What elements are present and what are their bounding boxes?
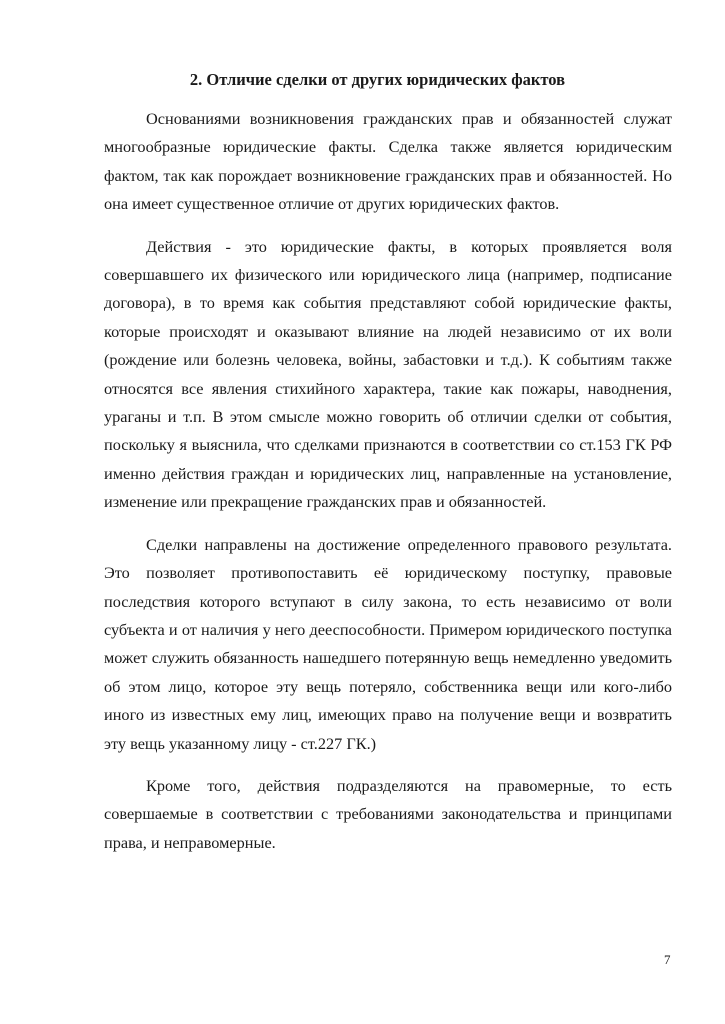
- paragraph: Кроме того, действия подразделяются на правомерные, то есть совершаемые в соответствии с требованиями законодательства и принципами права, и неправомерные.: [104, 775, 672, 852]
- page-number: 7: [664, 952, 671, 967]
- body-text: [104, 105, 672, 871]
- paragraph: Основаниями возникновения гражданских прав и обязанностей служат многообразные юридические факты. Сделка также является юридическим фактом, так как порождает возникновение гражданских прав и обязанностей. Но она имеет существенное отличие от других юридических фактов.: [104, 109, 672, 214]
- paragraph: Сделки направлены на достижение определенного правового результата. Это позволяет противопоставить её юридическому поступку, правовые последствия которого вступают в силу закона, то есть независимо от воли субъекта и от наличия у него дееспособности. Примером юридического поступка может служить обязанность нашедшего потерянную вещь немедленно уведомить об этом лицо, которое эту вещь потеряло, собственника вещи или кого-либо иного из известных ему лиц, имеющих право на получение вещи и возвратить эту вещь указанному лицу - ст.227 ГК.): [104, 534, 672, 753]
- section-heading: 2. Отличие сделки от других юридических фактов: [189, 70, 566, 89]
- paragraph: Действия - это юридические факты, в которых проявляется воля совершавшего их физического или юридического лица (например, подписание договора), в то время как события представляют собой юридические факты, которые происходят и оказывают влияние на людей независимо от их воли (рождение или болезнь человека, войны, забастовки и т.д.). К событиям также относятся все явления стихийного характера, такие как пожары, наводнения, ураганы и т.п. В этом смысле можно говорить об отличии сделки от события, поскольку я выяснила, что сделками признаются в соответствии со ст.153 ГК РФ именно действия граждан и юридических лиц, направленные на установление, изменение или прекращение гражданских прав и обязанностей.: [104, 236, 672, 512]
